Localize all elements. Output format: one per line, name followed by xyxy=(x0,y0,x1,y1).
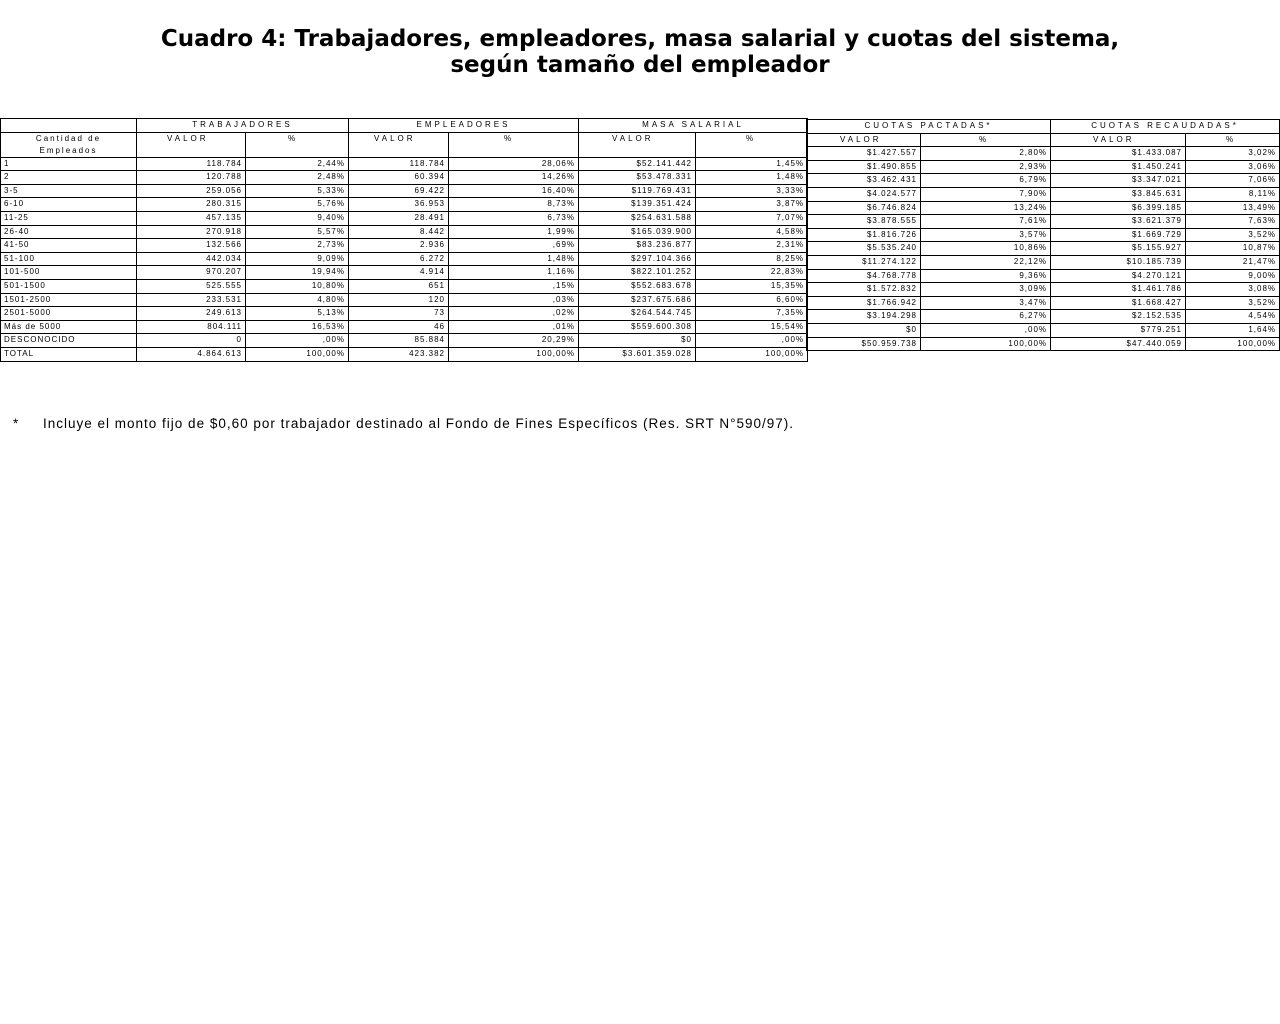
trab-pct-cell: 5,76% xyxy=(246,198,349,212)
table-row xyxy=(807,160,1280,174)
masa-pct-cell: 7,07% xyxy=(696,211,808,225)
header-empleados-line: Empleados xyxy=(39,145,98,155)
pac-valor-cell: $6.746.824 xyxy=(807,201,921,215)
rec-valor-cell: $3.621.379 xyxy=(1051,215,1186,229)
emp-valor-cell: 85.884 xyxy=(349,334,449,348)
row-label-cell: 6-10 xyxy=(1,198,137,212)
rec-pct-cell: 3,52% xyxy=(1186,296,1280,310)
table-row xyxy=(1,239,808,253)
masa-valor-cell: $119.769.431 xyxy=(579,184,696,198)
trab-pct-cell: 5,13% xyxy=(246,307,349,321)
masa-valor-cell: $237.675.686 xyxy=(579,293,696,307)
emp-pct-cell: 100,00% xyxy=(449,347,579,361)
rec-valor-cell: $4.270.121 xyxy=(1051,269,1186,283)
trab-valor-cell: 233.531 xyxy=(137,293,246,307)
emp-valor-cell: 4.914 xyxy=(349,266,449,280)
emp-pct-cell: ,69% xyxy=(449,239,579,253)
trab-valor-cell: 259.056 xyxy=(137,184,246,198)
pac-valor-cell: $3.462.431 xyxy=(807,174,921,188)
rec-valor-cell: $1.668.427 xyxy=(1051,296,1186,310)
table-row xyxy=(1,252,808,266)
table-row xyxy=(1,157,808,171)
table-row xyxy=(1,184,808,198)
table-row xyxy=(807,337,1280,351)
trab-valor-cell: 4.864.613 xyxy=(137,347,246,361)
trab-valor-cell: 442.034 xyxy=(137,252,246,266)
trab-pct-cell: ,00% xyxy=(246,334,349,348)
corner-cell xyxy=(1,119,137,133)
header-masa-pct: % xyxy=(696,132,808,157)
pac-pct-cell: 6,27% xyxy=(921,310,1051,324)
header-pac-pct: % xyxy=(921,133,1051,147)
masa-pct-cell: 100,00% xyxy=(696,347,808,361)
emp-valor-cell: 28.491 xyxy=(349,211,449,225)
row-label-cell: 101-500 xyxy=(1,266,137,280)
pac-valor-cell: $3.878.555 xyxy=(807,215,921,229)
pac-pct-cell: 3,57% xyxy=(921,228,1051,242)
table-row xyxy=(807,283,1280,297)
page-title xyxy=(0,26,1280,78)
emp-valor-cell: 6.272 xyxy=(349,252,449,266)
table-row xyxy=(1,171,808,185)
right-data-table xyxy=(806,119,1280,351)
emp-valor-cell: 46 xyxy=(349,320,449,334)
pac-valor-cell: $50.959.738 xyxy=(807,337,921,351)
trab-pct-cell: 4,80% xyxy=(246,293,349,307)
row-label-cell: 11-25 xyxy=(1,211,137,225)
masa-pct-cell: 22,83% xyxy=(696,266,808,280)
masa-pct-cell: 1,48% xyxy=(696,171,808,185)
footnote-mark: * xyxy=(13,416,20,431)
rec-valor-cell: $5.155.927 xyxy=(1051,242,1186,256)
rec-valor-cell: $6.399.185 xyxy=(1051,201,1186,215)
masa-valor-cell: $53.478.331 xyxy=(579,171,696,185)
emp-valor-cell: 423.382 xyxy=(349,347,449,361)
emp-valor-cell: 118.784 xyxy=(349,157,449,171)
emp-valor-cell: 651 xyxy=(349,279,449,293)
masa-pct-cell: 2,31% xyxy=(696,239,808,253)
pac-pct-cell: 10,86% xyxy=(921,242,1051,256)
emp-pct-cell: 8,73% xyxy=(449,198,579,212)
row-label-cell: 41-50 xyxy=(1,239,137,253)
row-label-cell: 1 xyxy=(1,157,137,171)
masa-valor-cell: $552.683.678 xyxy=(579,279,696,293)
table-row xyxy=(807,323,1280,337)
table-row xyxy=(807,147,1280,161)
emp-pct-cell: 28,06% xyxy=(449,157,579,171)
row-label-cell: 51-100 xyxy=(1,252,137,266)
masa-pct-cell: 7,35% xyxy=(696,307,808,321)
title-line-2: según tamaño del empleador xyxy=(450,52,830,78)
pac-valor-cell: $1.816.726 xyxy=(807,228,921,242)
trab-pct-cell: 5,33% xyxy=(246,184,349,198)
rec-valor-cell: $1.450.241 xyxy=(1051,160,1186,174)
pac-pct-cell: 6,79% xyxy=(921,174,1051,188)
emp-valor-cell: 36.953 xyxy=(349,198,449,212)
emp-valor-cell: 2.936 xyxy=(349,239,449,253)
rec-valor-cell: $779.251 xyxy=(1051,323,1186,337)
pac-valor-cell: $1.427.557 xyxy=(807,147,921,161)
trab-pct-cell: 16,53% xyxy=(246,320,349,334)
table-row xyxy=(807,187,1280,201)
masa-pct-cell: 1,45% xyxy=(696,157,808,171)
header-trab-pct: % xyxy=(246,132,349,157)
table-row xyxy=(807,269,1280,283)
pac-pct-cell: 2,93% xyxy=(921,160,1051,174)
masa-valor-cell: $822.101.252 xyxy=(579,266,696,280)
masa-pct-cell: 6,60% xyxy=(696,293,808,307)
rec-pct-cell: 8,11% xyxy=(1186,187,1280,201)
rec-pct-cell: 10,87% xyxy=(1186,242,1280,256)
emp-pct-cell: ,15% xyxy=(449,279,579,293)
header-emp-valor: VALOR xyxy=(349,132,449,157)
table-row xyxy=(807,242,1280,256)
pac-valor-cell: $0 xyxy=(807,323,921,337)
masa-valor-cell: $0 xyxy=(579,334,696,348)
header-empleadores: EMPLEADORES xyxy=(349,119,579,133)
masa-valor-cell: $52.141.442 xyxy=(579,157,696,171)
row-label-cell: 2 xyxy=(1,171,137,185)
rec-valor-cell: $10.185.739 xyxy=(1051,255,1186,269)
rec-pct-cell: 9,00% xyxy=(1186,269,1280,283)
trab-valor-cell: 280.315 xyxy=(137,198,246,212)
rec-valor-cell: $1.669.729 xyxy=(1051,228,1186,242)
masa-valor-cell: $264.544.745 xyxy=(579,307,696,321)
masa-pct-cell: 3,33% xyxy=(696,184,808,198)
row-label-cell: DESCONOCIDO xyxy=(1,334,137,348)
pac-valor-cell: $1.490.855 xyxy=(807,160,921,174)
row-label-cell: 26-40 xyxy=(1,225,137,239)
row-label-cell: TOTAL xyxy=(1,347,137,361)
header-rec-pct: % xyxy=(1186,133,1280,147)
table-row xyxy=(1,225,808,239)
trab-pct-cell: 2,73% xyxy=(246,239,349,253)
header-masa-salarial: MASA SALARIAL xyxy=(579,119,808,133)
row-label-cell: Más de 5000 xyxy=(1,320,137,334)
table-row xyxy=(807,201,1280,215)
emp-pct-cell: 14,26% xyxy=(449,171,579,185)
masa-valor-cell: $297.104.366 xyxy=(579,252,696,266)
pac-valor-cell: $11.274.122 xyxy=(807,255,921,269)
table-row xyxy=(807,174,1280,188)
masa-pct-cell: 15,54% xyxy=(696,320,808,334)
masa-pct-cell: 15,35% xyxy=(696,279,808,293)
rec-pct-cell: 21,47% xyxy=(1186,255,1280,269)
masa-valor-cell: $165.039.900 xyxy=(579,225,696,239)
pac-pct-cell: 9,36% xyxy=(921,269,1051,283)
table-row xyxy=(807,215,1280,229)
pac-pct-cell: 3,47% xyxy=(921,296,1051,310)
rec-pct-cell: 7,63% xyxy=(1186,215,1280,229)
masa-pct-cell: 4,58% xyxy=(696,225,808,239)
trab-valor-cell: 0 xyxy=(137,334,246,348)
table-row xyxy=(1,307,808,321)
title-line-1: Cuadro 4: Trabajadores, empleadores, masa salarial y cuotas del sistema, xyxy=(160,26,1120,52)
trab-pct-cell: 2,44% xyxy=(246,157,349,171)
emp-pct-cell: ,02% xyxy=(449,307,579,321)
pac-valor-cell: $1.766.942 xyxy=(807,296,921,310)
group-header-row xyxy=(1,119,808,133)
trab-valor-cell: 118.784 xyxy=(137,157,246,171)
emp-valor-cell: 73 xyxy=(349,307,449,321)
rec-pct-cell: 3,02% xyxy=(1186,147,1280,161)
table-row xyxy=(807,310,1280,324)
masa-valor-cell: $559.600.308 xyxy=(579,320,696,334)
header-cantidad-line: Cantidad de xyxy=(35,133,102,143)
trab-valor-cell: 970.207 xyxy=(137,266,246,280)
masa-valor-cell: $254.631.588 xyxy=(579,211,696,225)
pac-pct-cell: 2,80% xyxy=(921,147,1051,161)
table-row xyxy=(1,347,808,361)
emp-pct-cell: 6,73% xyxy=(449,211,579,225)
header-cantidad-empleados xyxy=(1,132,137,157)
header-cuotas-recaudadas: CUOTAS RECAUDADAS* xyxy=(1051,120,1280,134)
emp-pct-cell: ,01% xyxy=(449,320,579,334)
emp-valor-cell: 8.442 xyxy=(349,225,449,239)
emp-valor-cell: 60.394 xyxy=(349,171,449,185)
footnote xyxy=(13,416,794,431)
header-trabajadores: TRABAJADORES xyxy=(137,119,349,133)
rec-pct-cell: 3,06% xyxy=(1186,160,1280,174)
pac-pct-cell: 100,00% xyxy=(921,337,1051,351)
pac-valor-cell: $1.572.832 xyxy=(807,283,921,297)
pac-pct-cell: 22,12% xyxy=(921,255,1051,269)
table-row xyxy=(1,293,808,307)
rec-valor-cell: $1.461.786 xyxy=(1051,283,1186,297)
masa-valor-cell: $3.601.359.028 xyxy=(579,347,696,361)
masa-pct-cell: 3,87% xyxy=(696,198,808,212)
rec-valor-cell: $2.152.535 xyxy=(1051,310,1186,324)
table-row xyxy=(1,211,808,225)
row-label-cell: 1501-2500 xyxy=(1,293,137,307)
pac-pct-cell: 3,09% xyxy=(921,283,1051,297)
rec-valor-cell: $3.845.631 xyxy=(1051,187,1186,201)
pac-valor-cell: $3.194.298 xyxy=(807,310,921,324)
rec-valor-cell: $1.433.087 xyxy=(1051,147,1186,161)
row-label-cell: 2501-5000 xyxy=(1,307,137,321)
emp-pct-cell: 1,99% xyxy=(449,225,579,239)
row-label-cell: 3-5 xyxy=(1,184,137,198)
header-rec-valor: VALOR xyxy=(1051,133,1186,147)
emp-valor-cell: 120 xyxy=(349,293,449,307)
pac-pct-cell: ,00% xyxy=(921,323,1051,337)
rec-pct-cell: 1,64% xyxy=(1186,323,1280,337)
rec-pct-cell: 7,06% xyxy=(1186,174,1280,188)
rec-pct-cell: 3,08% xyxy=(1186,283,1280,297)
rec-pct-cell: 100,00% xyxy=(1186,337,1280,351)
table-row xyxy=(1,320,808,334)
left-data-table xyxy=(0,118,808,362)
trab-pct-cell: 5,57% xyxy=(246,225,349,239)
trab-valor-cell: 457.135 xyxy=(137,211,246,225)
header-pac-valor: VALOR xyxy=(807,133,921,147)
masa-pct-cell: 8,25% xyxy=(696,252,808,266)
footnote-text: Incluye el monto fijo de $0,60 por trabajador destinado al Fondo de Fines Específicos (Res. SRT N°590/97). xyxy=(43,416,795,431)
trab-pct-cell: 19,94% xyxy=(246,266,349,280)
rec-valor-cell: $47.440.059 xyxy=(1051,337,1186,351)
emp-valor-cell: 69.422 xyxy=(349,184,449,198)
table-row xyxy=(1,266,808,280)
rec-pct-cell: 4,54% xyxy=(1186,310,1280,324)
table-row xyxy=(1,279,808,293)
pac-valor-cell: $5.535.240 xyxy=(807,242,921,256)
group-header-row-right xyxy=(807,120,1280,134)
table-row xyxy=(807,296,1280,310)
emp-pct-cell: 16,40% xyxy=(449,184,579,198)
table-row xyxy=(1,334,808,348)
pac-pct-cell: 7,61% xyxy=(921,215,1051,229)
masa-valor-cell: $139.351.424 xyxy=(579,198,696,212)
emp-pct-cell: 1,16% xyxy=(449,266,579,280)
trab-valor-cell: 120.788 xyxy=(137,171,246,185)
pac-pct-cell: 13,24% xyxy=(921,201,1051,215)
trab-pct-cell: 2,48% xyxy=(246,171,349,185)
header-trab-valor: VALOR xyxy=(137,132,246,157)
trab-valor-cell: 132.566 xyxy=(137,239,246,253)
trab-pct-cell: 10,80% xyxy=(246,279,349,293)
header-cuotas-pactadas: CUOTAS PACTADAS* xyxy=(807,120,1051,134)
trab-valor-cell: 525.555 xyxy=(137,279,246,293)
trab-valor-cell: 270.918 xyxy=(137,225,246,239)
masa-pct-cell: ,00% xyxy=(696,334,808,348)
header-emp-pct: % xyxy=(449,132,579,157)
rec-pct-cell: 13,49% xyxy=(1186,201,1280,215)
trab-pct-cell: 9,40% xyxy=(246,211,349,225)
trab-valor-cell: 804.111 xyxy=(137,320,246,334)
table-row xyxy=(807,255,1280,269)
pac-valor-cell: $4.768.778 xyxy=(807,269,921,283)
pac-valor-cell: $4.024.577 xyxy=(807,187,921,201)
table-row xyxy=(807,228,1280,242)
trab-pct-cell: 100,00% xyxy=(246,347,349,361)
table-row xyxy=(1,198,808,212)
emp-pct-cell: 1,48% xyxy=(449,252,579,266)
emp-pct-cell: 20,29% xyxy=(449,334,579,348)
trab-pct-cell: 9,09% xyxy=(246,252,349,266)
emp-pct-cell: ,03% xyxy=(449,293,579,307)
row-label-cell: 501-1500 xyxy=(1,279,137,293)
trab-valor-cell: 249.613 xyxy=(137,307,246,321)
header-masa-valor: VALOR xyxy=(579,132,696,157)
masa-valor-cell: $83.236.877 xyxy=(579,239,696,253)
rec-pct-cell: 3,52% xyxy=(1186,228,1280,242)
rec-valor-cell: $3.347.021 xyxy=(1051,174,1186,188)
pac-pct-cell: 7,90% xyxy=(921,187,1051,201)
